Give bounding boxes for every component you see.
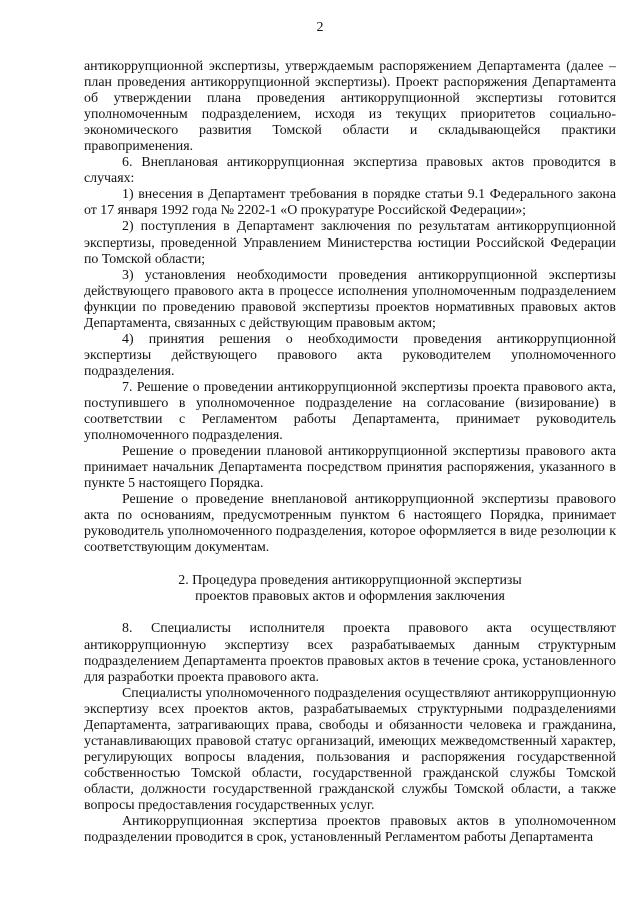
paragraph-expertise-deadline: Антикоррупционная экспертиза проектов правовых актов в уполномоченном подразделении проводится в срок, установленный Регламентом работы Департамента [84,814,616,846]
document-body [84,59,616,846]
page-number: 2 [316,20,324,35]
section-heading-line-1: 2. Процедура проведения антикоррупционной экспертизы [178,573,522,589]
paragraph-planned-expertise-decision: Решение о проведении плановой антикоррупционной экспертизы правового акта принимает начальник Департамента посредством принятия распоряжения, указанного в пункте 5 настоящего Порядка. [84,444,616,492]
list-item-6-4: 4) принятия решения о необходимости проведения антикоррупционной экспертизы действующего правового акта руководителем уполномоченного подразделения. [84,331,616,379]
paragraph-plan-continuation: антикоррупционной экспертизы, утверждаемым распоряжением Департамента (далее – план проведения антикоррупционной экспертизы). Проект распоряжения Департамента об утверждении плана проведения антикоррупционной экспертизы готовится уполномоченным подразделением, исходя из текущих приоритетов социально-экономического развития Томской области и складывающейся практики правоприменения. [84,59,616,155]
paragraph-item-7: 7. Решение о проведении антикоррупционной экспертизы проекта правового акта, поступившего в уполномоченное подразделение на согласование (визирование) в соответствии с Регламентом работы Департамента, принимает руководитель уполномоченного подразделения. [84,379,616,444]
paragraph-item-6: 6. Внеплановая антикоррупционная экспертиза правовых актов проводится в случаях: [84,155,616,187]
list-item-6-3: 3) установления необходимости проведения антикоррупционной экспертизы действующего правового акта в процессе исполнения уполномоченным подразделением функции по проведению правовой экспертизы проектов нормативных правовых актов Департамента, связанных с действующим правовым актом; [84,267,616,331]
paragraph-item-8: 8. Специалисты исполнителя проекта правового акта осуществляют антикоррупционную экспертизу всех разрабатываемых данным структурным подразделением Департамента проектов правовых актов в течение срока, установленного для разработки проекта правового акта. [84,621,616,685]
section-heading [84,573,616,605]
list-item-6-1: 1) внесения в Департамент требования в порядке статьи 9.1 Федерального закона от 17 января 1992 года № 2202-1 «О прокуратуре Российской Федерации»; [84,187,616,219]
paragraph-authorized-unit-specialists: Специалисты уполномоченного подразделения осуществляют антикоррупционную экспертизу всех проектов актов, разрабатываемых структурными подразделениями Департамента, затрагивающих права, свободы и обязанности человека и гражданина, устанавливающих правовой статус организаций, имеющих межведомственный характер, регулирующих вопросы владения, пользования и распоряжения государственной собственностью Томской области, государственной гражданской службы Томской области, должности государственной гражданской службы Томской области, а также вопросы предоставления государственных услуг. [84,685,616,813]
section-heading-line-2: проектов правовых актов и оформления заключения [195,589,505,605]
list-item-6-2: 2) поступления в Департамент заключения по результатам антикоррупционной экспертизы, проведенной Управлением Министерства юстиции Российской Федерации по Томской области; [84,219,616,267]
paragraph-unplanned-expertise-decision: Решение о проведение внеплановой антикоррупционной экспертизы правового акта по основаниям, предусмотренным пунктом 6 настоящего Порядка, принимает руководитель уполномоченного подразделения, которое оформляется в виде резолюции к соответствующим документам. [84,492,616,556]
